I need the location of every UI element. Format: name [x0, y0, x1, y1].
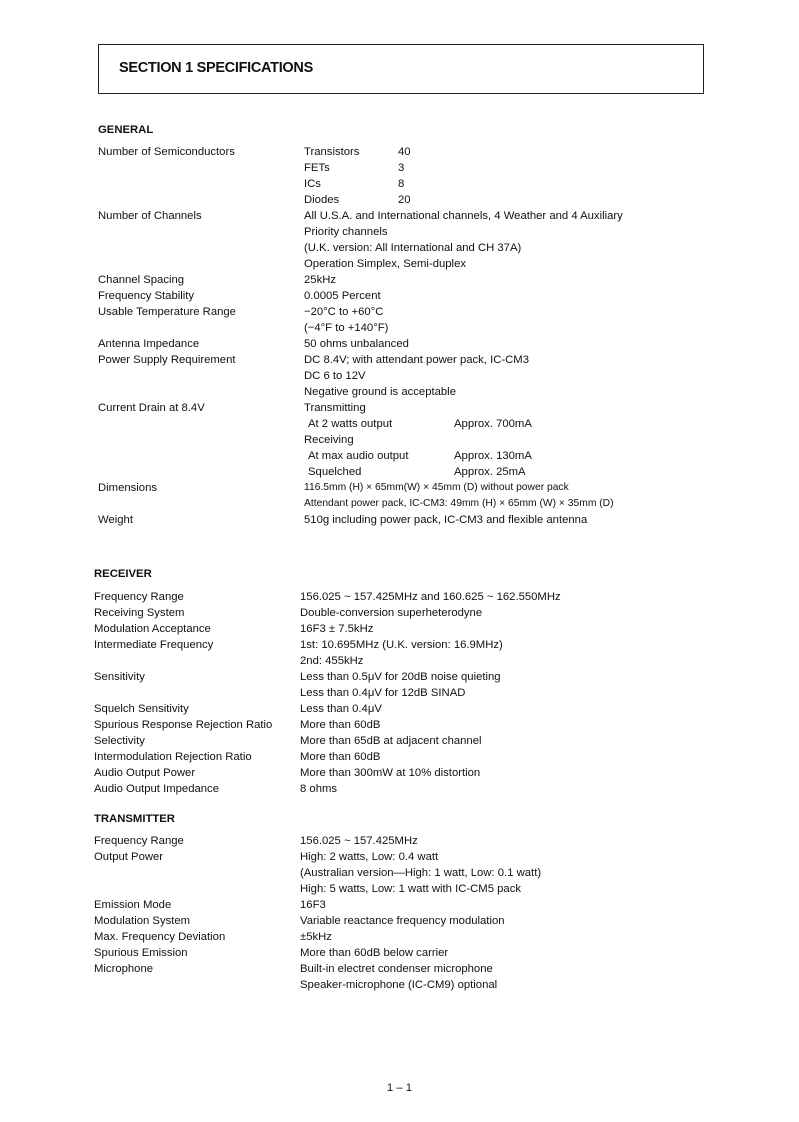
spec-value: 50 ohms unbalanced [304, 338, 409, 350]
spec-value: Attendant power pack, IC-CM3: 49mm (H) × 65mm (W) × 35mm (D) [304, 498, 614, 509]
spec-value: 8 ohms [300, 783, 338, 795]
spec-label: Modulation System [94, 915, 191, 927]
spec-value: 156.025 ~ 157.425MHz and 160.625 ~ 162.550MHz [300, 591, 561, 603]
spec-row [94, 589, 779, 605]
item-value: Approx. 130mA [454, 450, 532, 462]
item-name: Squelched [308, 466, 362, 478]
spec-row-spacing [98, 272, 779, 288]
spec-value: (U.K. version: All International and CH 37A) [304, 242, 522, 254]
spec-row [94, 765, 779, 781]
spec-label: Spurious Response Rejection Ratio [94, 719, 273, 731]
spec-label: Audio Output Impedance [94, 783, 219, 795]
spec-value: ±5kHz [300, 931, 332, 943]
current-item [304, 416, 779, 432]
spec-value: −20°C to +60°C [304, 306, 384, 318]
spec-value: 16F3 ± 7.5kHz [300, 623, 374, 635]
spec-value: High: 2 watts, Low: 0.4 watt [300, 851, 439, 863]
spec-value: Receiving [304, 434, 354, 446]
spec-label: Emission Mode [94, 899, 172, 911]
spec-value: More than 60dB [300, 719, 381, 731]
spec-value: More than 300mW at 10% distortion [300, 767, 481, 779]
item-name: Transistors [304, 146, 360, 158]
spec-label: Squelch Sensitivity [94, 703, 189, 715]
section-title: SECTION 1 SPECIFICATIONS [119, 60, 313, 76]
spec-value: Transmitting [304, 402, 366, 414]
spec-row-weight [98, 512, 779, 528]
page-number: 1 – 1 [386, 1082, 413, 1094]
spec-row [94, 913, 779, 929]
item-value: 40 [398, 146, 411, 158]
spec-label: Number of Semiconductors [98, 146, 235, 158]
spec-label: Max. Frequency Deviation [94, 931, 226, 943]
spec-label: Output Power [94, 851, 164, 863]
spec-value: 1st: 10.695MHz (U.K. version: 16.9MHz) [300, 639, 503, 651]
spec-label: Selectivity [94, 735, 145, 747]
spec-label: Power Supply Requirement [98, 354, 236, 366]
item-name: FETs [304, 162, 330, 174]
spec-row [94, 961, 779, 993]
spec-label: Receiving System [94, 607, 185, 619]
spec-row [94, 621, 779, 637]
spec-label: Modulation Acceptance [94, 623, 211, 635]
item-value: 3 [398, 162, 405, 174]
spec-row-antenna [98, 336, 779, 352]
spec-value: 156.025 ~ 157.425MHz [300, 835, 418, 847]
spec-value: DC 8.4V; with attendant power pack, IC-CM3 [304, 354, 529, 366]
transmitter-section [94, 833, 779, 993]
spec-value: 2nd: 455kHz [300, 655, 364, 667]
spec-label: Number of Channels [98, 210, 202, 222]
spec-value: All U.S.A. and International channels, 4 Weather and 4 Auxiliary [304, 210, 623, 222]
spec-row-stability [98, 288, 779, 304]
transmitter-heading: TRANSMITTER [94, 813, 175, 825]
item-value: 20 [398, 194, 411, 206]
spec-row [94, 605, 779, 621]
spec-value: Less than 0.4μV [300, 703, 382, 715]
spec-value: Built-in electret condenser microphone [300, 963, 493, 975]
spec-value: More than 60dB [300, 751, 381, 763]
spec-label: Sensitivity [94, 671, 145, 683]
spec-label: Usable Temperature Range [98, 306, 236, 318]
spec-row [94, 849, 779, 897]
spec-value: Less than 0.5μV for 20dB noise quieting [300, 671, 501, 683]
spec-row [94, 833, 779, 849]
spec-value: DC 6 to 12V [304, 370, 366, 382]
item-name: At 2 watts output [308, 418, 393, 430]
spec-label: Intermediate Frequency [94, 639, 214, 651]
spec-value: Operation Simplex, Semi-duplex [304, 258, 466, 270]
current-item [304, 464, 779, 480]
spec-row-dimensions [98, 480, 779, 512]
spec-row [94, 717, 779, 733]
spec-value: 116.5mm (H) × 65mm(W) × 45mm (D) without power pack [304, 482, 569, 493]
spec-value: Negative ground is acceptable [304, 386, 456, 398]
spec-label: Current Drain at 8.4V [98, 402, 205, 414]
spec-row [94, 945, 779, 961]
spec-value: High: 5 watts, Low: 1 watt with IC-CM5 pack [300, 883, 521, 895]
spec-value: 510g including power pack, IC-CM3 and flexible antenna [304, 514, 588, 526]
receiver-section [94, 589, 779, 797]
spec-label: Dimensions [98, 482, 158, 494]
spec-label: Antenna Impedance [98, 338, 200, 350]
spec-label: Intermodulation Rejection Ratio [94, 751, 252, 763]
spec-value: 0.0005 Percent [304, 290, 381, 302]
general-section [98, 144, 779, 528]
spec-row [94, 733, 779, 749]
spec-label: Frequency Range [94, 591, 184, 603]
spec-label: Microphone [94, 963, 154, 975]
spec-row [94, 929, 779, 945]
spec-value: 25kHz [304, 274, 337, 286]
spec-row-power-supply [98, 352, 779, 400]
spec-label: Frequency Stability [98, 290, 195, 302]
item-value: Approx. 700mA [454, 418, 532, 430]
spec-value: Speaker-microphone (IC-CM9) optional [300, 979, 498, 991]
spec-row-semiconductors [98, 144, 779, 208]
spec-label: Spurious Emission [94, 947, 188, 959]
spec-value: Less than 0.4μV for 12dB SINAD [300, 687, 466, 699]
item-value: Approx. 25mA [454, 466, 526, 478]
item-name: At max audio output [308, 450, 409, 462]
spec-row [94, 669, 779, 701]
receiver-heading: RECEIVER [94, 568, 152, 580]
spec-row [94, 749, 779, 765]
item-name: ICs [304, 178, 321, 190]
item-name: Diodes [304, 194, 340, 206]
spec-row [94, 701, 779, 717]
spec-label: Audio Output Power [94, 767, 196, 779]
spec-value: Priority channels [304, 226, 388, 238]
spec-row [94, 637, 779, 669]
spec-value: (−4°F to +140°F) [304, 322, 389, 334]
semiconductor-item [304, 192, 779, 208]
spec-label: Frequency Range [94, 835, 184, 847]
spec-value: Double-conversion superheterodyne [300, 607, 483, 619]
section-title-box [98, 44, 704, 94]
spec-row-temperature [98, 304, 779, 336]
spec-value: More than 60dB below carrier [300, 947, 449, 959]
spec-row [94, 897, 779, 913]
spec-label: Weight [98, 514, 133, 526]
spec-row [94, 781, 779, 797]
general-heading: GENERAL [98, 124, 154, 136]
spec-value: 16F3 [300, 899, 326, 911]
spec-row-channels [98, 208, 779, 272]
spec-value: (Australian version—High: 1 watt, Low: 0.1 watt) [300, 867, 542, 879]
current-item [304, 448, 779, 464]
spec-value: Variable reactance frequency modulation [300, 915, 505, 927]
spec-label: Channel Spacing [98, 274, 185, 286]
semiconductor-item [304, 176, 779, 192]
semiconductor-item [304, 160, 779, 176]
semiconductor-item [304, 144, 779, 160]
item-value: 8 [398, 178, 405, 190]
spec-row-current-drain [98, 400, 779, 480]
spec-value: More than 65dB at adjacent channel [300, 735, 482, 747]
